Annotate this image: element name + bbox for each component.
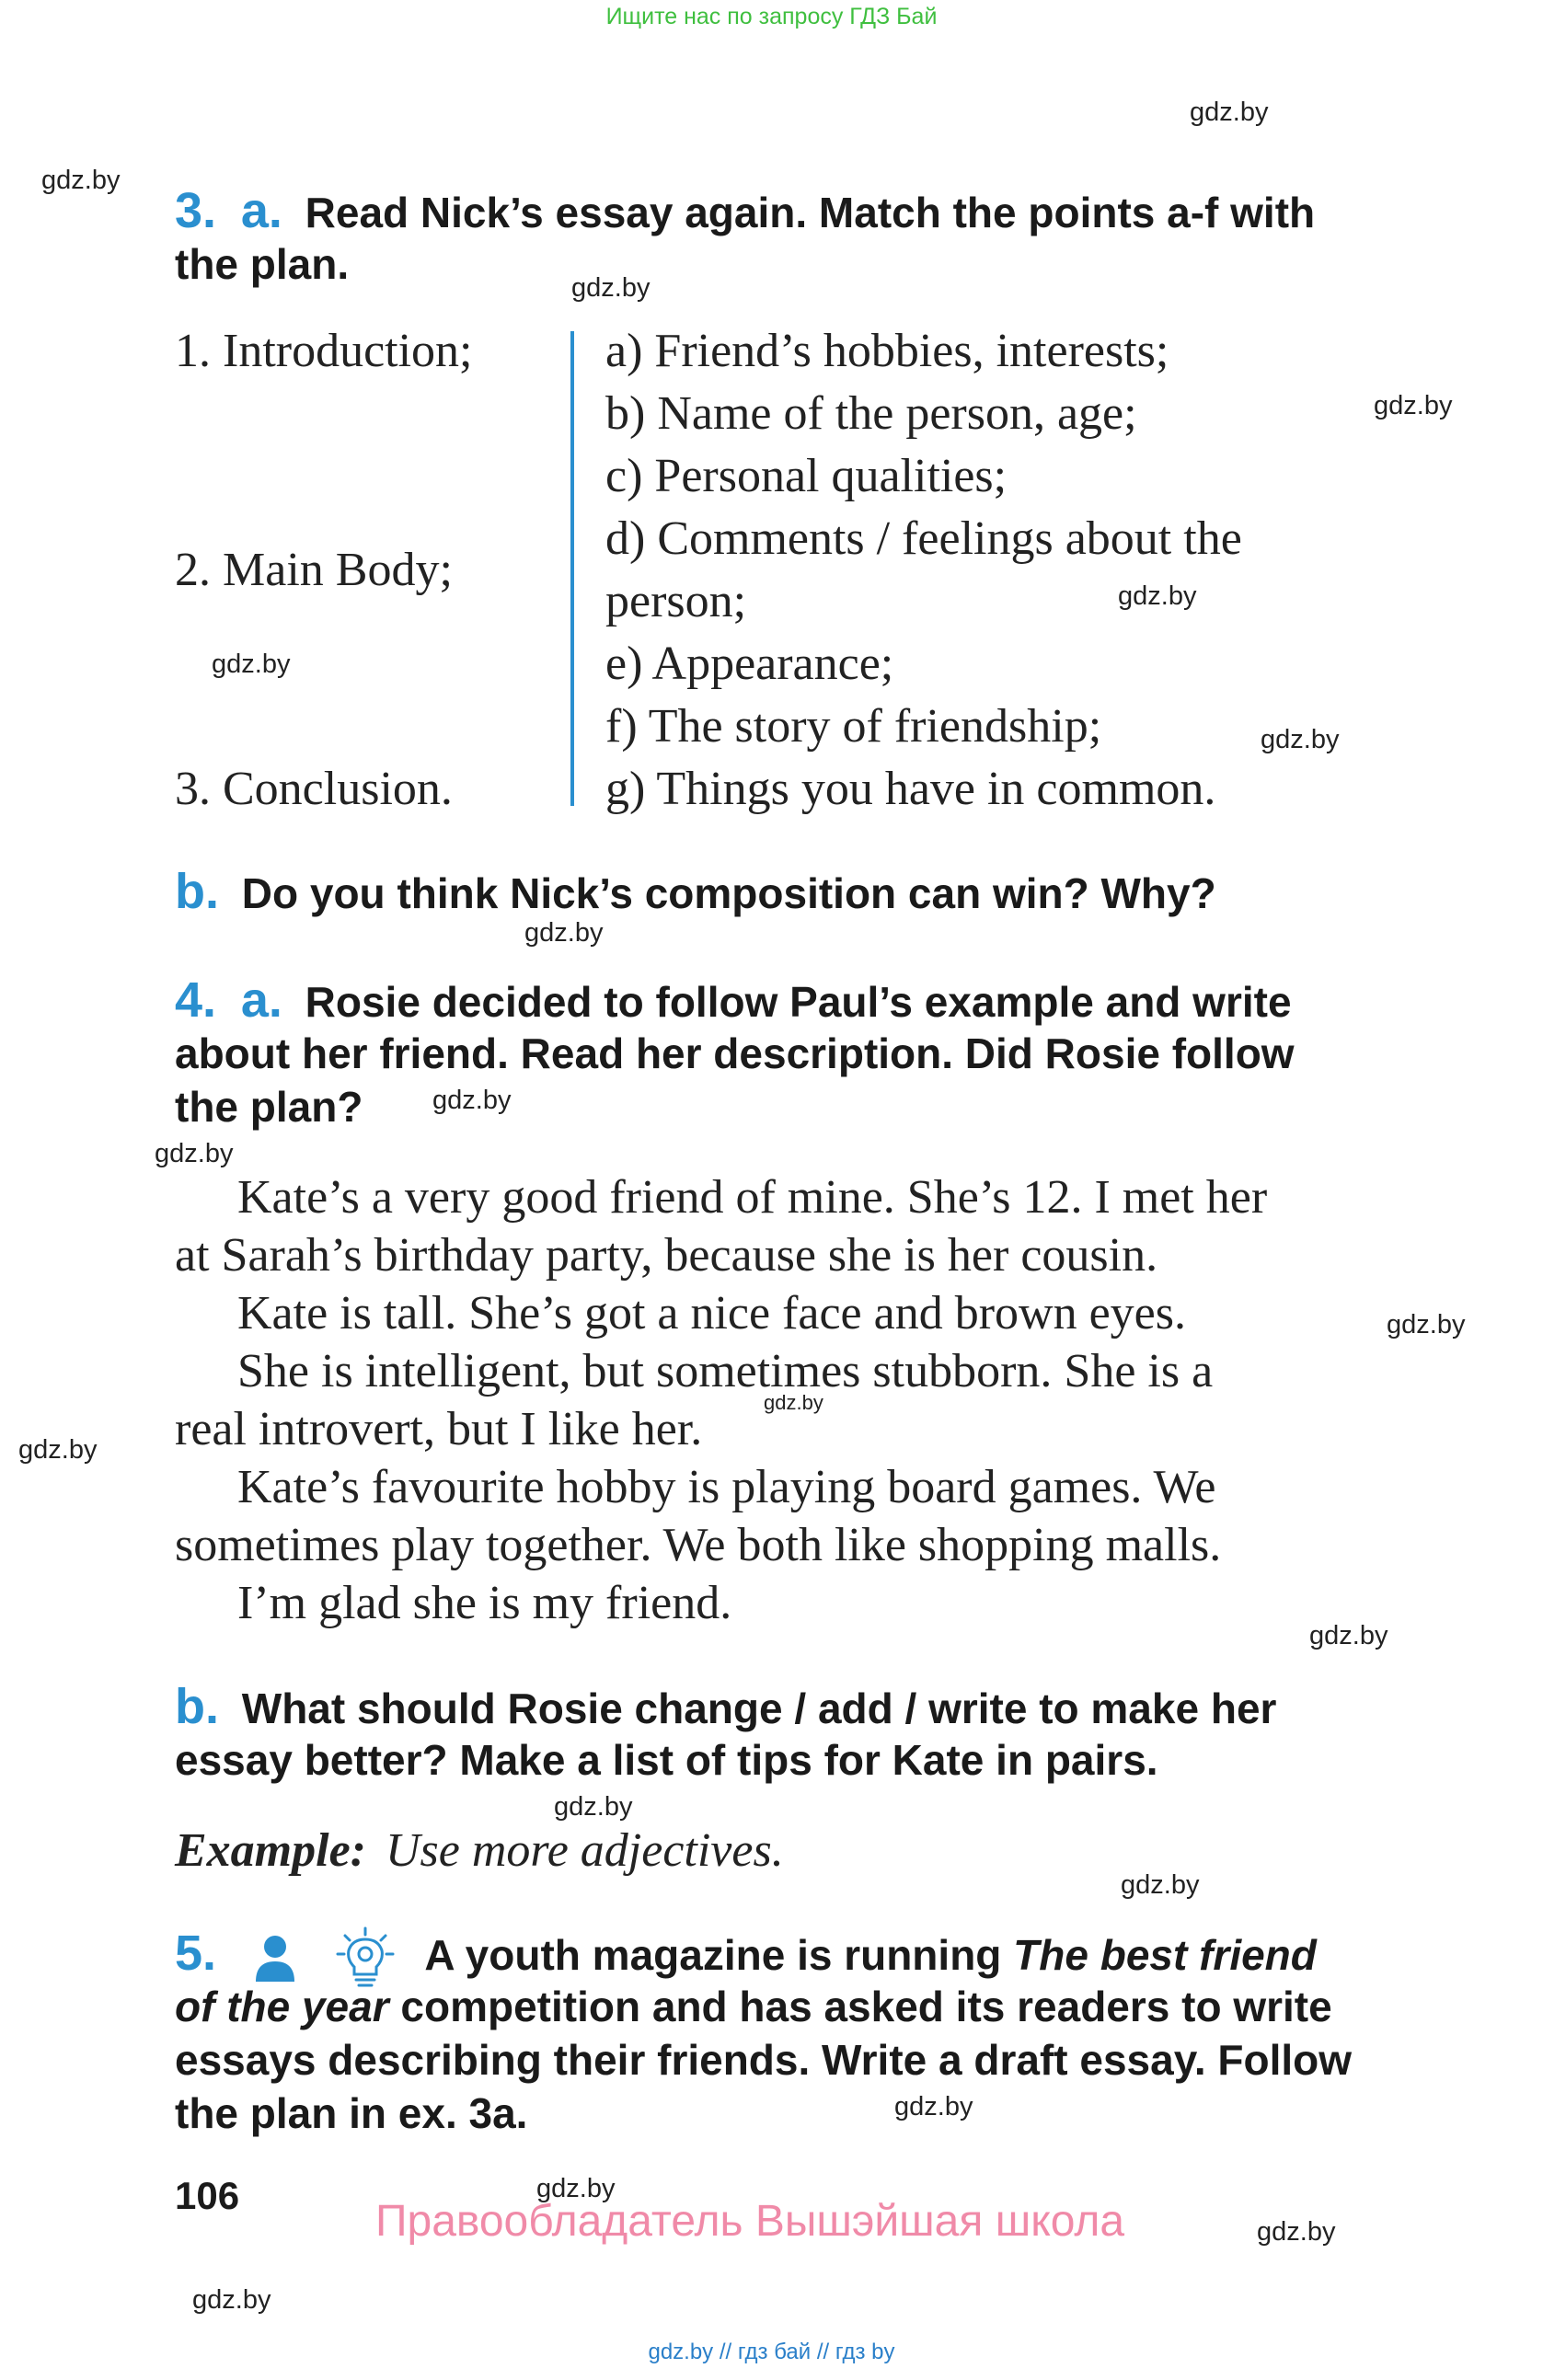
- watermark: gdz.by: [18, 1435, 98, 1465]
- exercise-number: 4.: [175, 972, 217, 1028]
- essay-line: sometimes play together. We both like shopping malls.: [175, 1519, 1222, 1571]
- watermark: gdz.by: [571, 273, 651, 303]
- watermark: gdz.by: [192, 2285, 271, 2315]
- question-text: What should Rosie change / add / write to make her: [241, 1684, 1277, 1732]
- question-text: essay better? Make a list of tips for Kate in pairs.: [175, 1736, 1158, 1784]
- example-line: [175, 1823, 784, 1878]
- exercise-number: 5.: [175, 1926, 217, 1982]
- watermark: gdz.by: [1118, 581, 1197, 611]
- watermark: gdz.by: [1309, 1621, 1388, 1650]
- page-number: 106: [175, 2174, 240, 2217]
- part-label: b.: [175, 864, 219, 919]
- part-label: b.: [175, 1679, 219, 1734]
- plan-point: b) Name of the person, age;: [605, 387, 1137, 440]
- plan-item: 2. Main Body;: [175, 544, 453, 596]
- essay-line: Kate’s favourite hobby is playing board games. We: [237, 1461, 1216, 1513]
- plan-divider: [570, 331, 574, 806]
- instruction-text: the plan.: [175, 240, 350, 288]
- task-text: A youth magazine is running: [424, 1931, 1014, 1980]
- plan-point: a) Friend’s hobbies, interests;: [605, 325, 1169, 377]
- plan-item: 1. Introduction;: [175, 325, 473, 377]
- watermark: gdz.by: [524, 918, 604, 948]
- exercise-number: 3.: [175, 183, 217, 238]
- task-text: the plan in ex. 3a.: [175, 2089, 528, 2137]
- exercise-3-heading: [175, 184, 1315, 239]
- watermark: gdz.by: [155, 1139, 234, 1168]
- task-text-part: competition and has asked its readers to write: [388, 1983, 1332, 2030]
- plan-point: e) Appearance;: [605, 638, 894, 690]
- plan-point: d) Comments / feelings about the: [605, 512, 1242, 565]
- watermark: gdz.by: [536, 2174, 616, 2203]
- instruction-text: Rosie decided to follow Paul’s example and write: [305, 978, 1292, 1026]
- watermark: gdz.by: [1257, 2217, 1336, 2247]
- essay-line: real introvert, but I like her.: [175, 1403, 703, 1455]
- essay-line: Kate is tall. She’s got a nice face and brown eyes.: [237, 1287, 1186, 1339]
- part-label: a.: [240, 183, 282, 238]
- exercise-3b: [175, 865, 1216, 920]
- bottom-links[interactable]: gdz.by // гдз бай // гдз by: [648, 2340, 895, 2364]
- magazine-title: The best friend: [1013, 1931, 1317, 1980]
- watermark: gdz.by: [1190, 98, 1269, 127]
- plan-point: person;: [605, 575, 747, 627]
- instruction-text: the plan?: [175, 1083, 363, 1131]
- watermark: gdz.by: [1261, 725, 1340, 754]
- plan-point: g) Things you have in common.: [605, 763, 1216, 815]
- watermark: gdz.by: [432, 1086, 512, 1115]
- instruction-text: Read Nick’s essay again. Match the points a-f with: [305, 189, 1316, 236]
- essay-line: I’m glad she is my friend.: [237, 1577, 732, 1629]
- watermark: gdz.by: [894, 2092, 973, 2121]
- part-label: a.: [240, 972, 282, 1028]
- watermark: gdz.by: [1387, 1310, 1466, 1339]
- task-text: essays describing their friends. Write a draft essay. Follow: [175, 2036, 1353, 2084]
- watermark: gdz.by: [764, 1391, 823, 1414]
- watermark: gdz.by: [554, 1792, 633, 1822]
- instruction-text: about her friend. Read her description. Did Rosie follow: [175, 1029, 1295, 1077]
- magazine-title: of the year: [175, 1983, 389, 2030]
- example-text: Use more adjectives.: [385, 1824, 784, 1877]
- task-text: [175, 1980, 1332, 2033]
- example-label: Example:: [175, 1824, 366, 1877]
- exercise-4-heading: [175, 973, 1292, 1029]
- essay-line: Kate’s a very good friend of mine. She’s 12. I met her: [237, 1171, 1268, 1224]
- watermark: gdz.by: [212, 650, 291, 679]
- header-search-link[interactable]: Ищите нас по запросу ГДЗ Бай: [605, 4, 938, 29]
- plan-point: c) Personal qualities;: [605, 450, 1008, 502]
- plan-item: 3. Conclusion.: [175, 763, 453, 815]
- watermark: gdz.by: [1121, 1870, 1200, 1900]
- person-icon: [254, 1934, 296, 1983]
- question-text: Do you think Nick’s composition can win? Why?: [241, 869, 1216, 917]
- essay-line: at Sarah’s birthday party, because she is her cousin.: [175, 1229, 1158, 1282]
- exercise-4b: [175, 1680, 1276, 1735]
- essay-line: She is intelligent, but sometimes stubborn. She is a: [237, 1345, 1214, 1397]
- plan-point: f) The story of friendship;: [605, 700, 1102, 753]
- copyright-owner: Правообладатель Вышэйшая школа: [375, 2197, 1125, 2246]
- watermark: gdz.by: [41, 166, 121, 195]
- watermark: gdz.by: [1374, 391, 1453, 420]
